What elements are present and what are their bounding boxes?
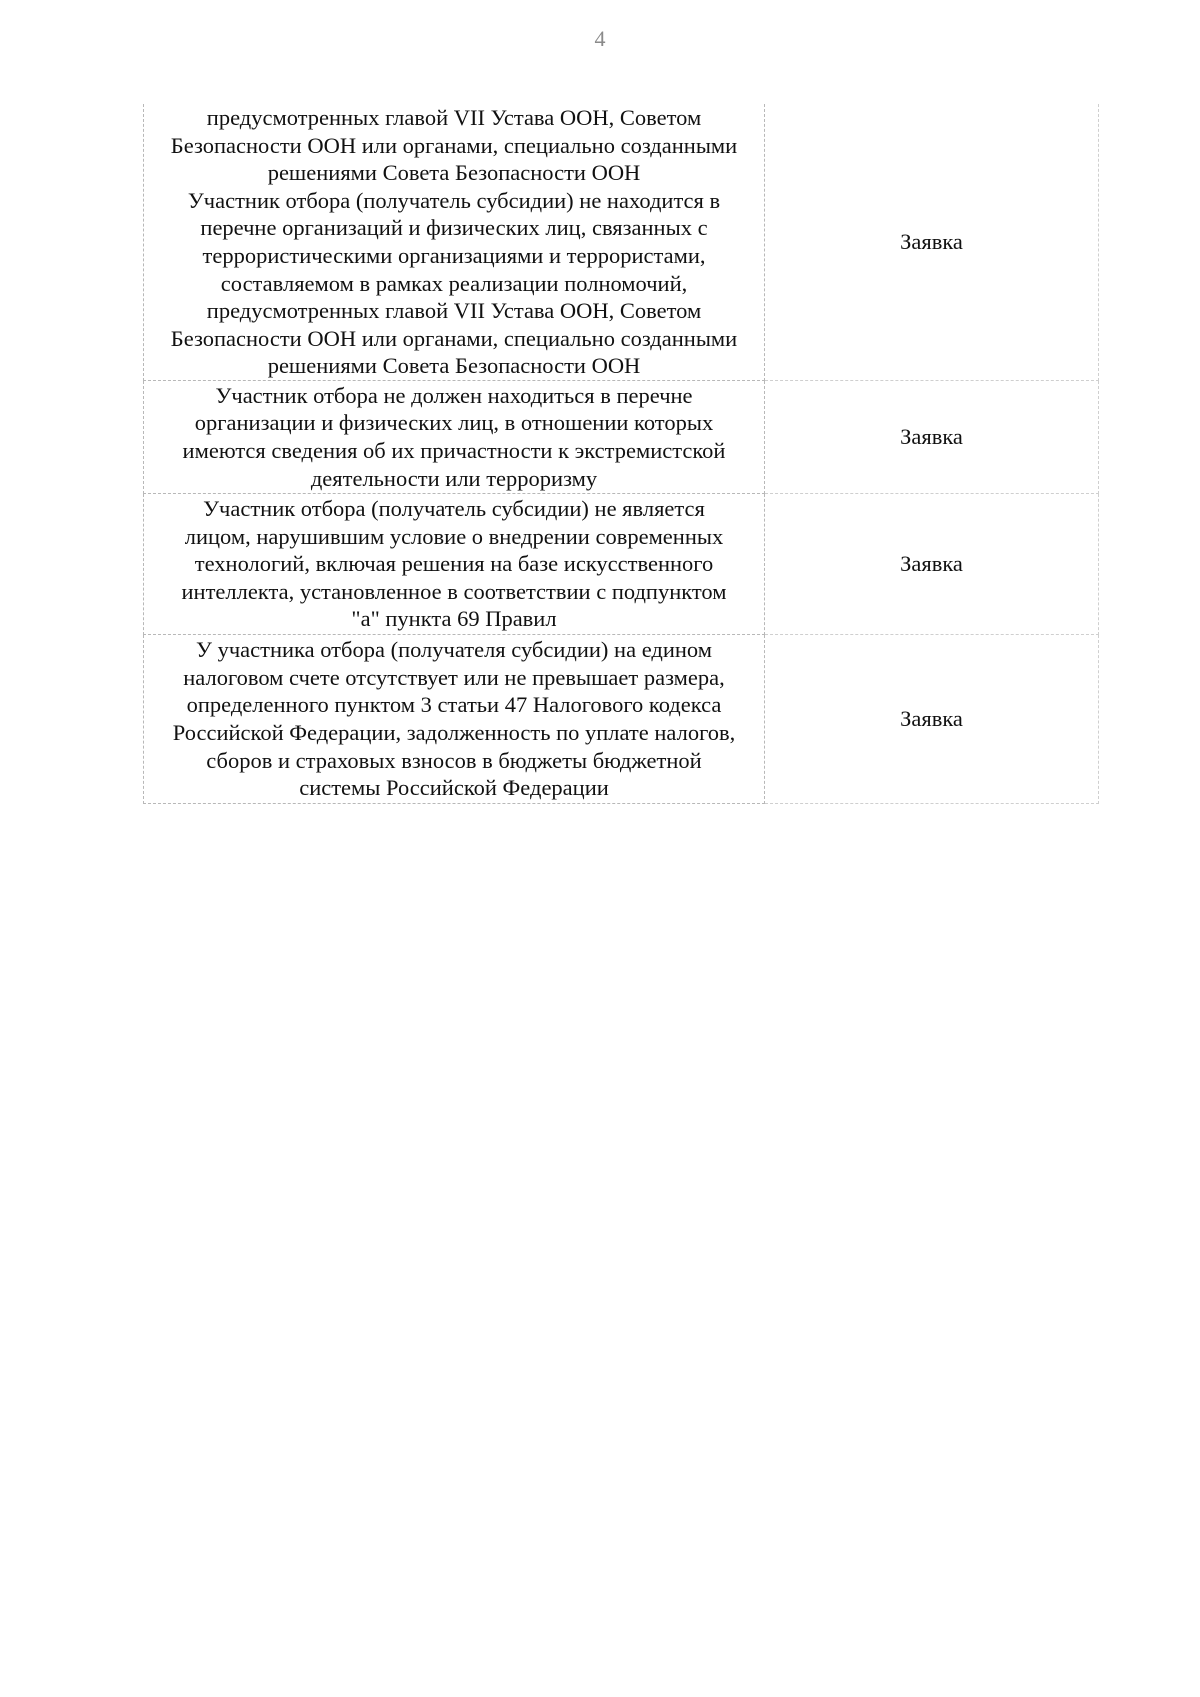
document-text: Заявка (900, 551, 963, 577)
table-row (144, 104, 1099, 381)
page-number: 4 (594, 26, 606, 51)
requirement-text: Участник отбора не должен находиться в перечне организации и физических лиц, в отношении которых имеются сведения об их причастности к экстремистской деятельности или терроризму (182, 382, 726, 491)
document-text: Заявка (900, 229, 963, 255)
requirements-table (143, 104, 1099, 804)
document-cell (765, 494, 1099, 635)
requirement-cell (144, 635, 765, 804)
table-row (144, 381, 1099, 494)
requirement-cell (144, 104, 765, 381)
table-row (144, 494, 1099, 635)
requirement-cell (144, 381, 765, 494)
document-cell (765, 104, 1099, 381)
requirement-text: Участник отбора (получатель субсидии) не является лицом, нарушившим условие о внедрении современных технологий, включая решения на базе искусственного интеллекта, установленное в соответствии с подпунктом "а" пункта 69 Правил (181, 496, 727, 632)
document-cell (765, 635, 1099, 804)
requirement-cell (144, 494, 765, 635)
document-text: Заявка (900, 706, 963, 732)
document-cell (765, 381, 1099, 494)
requirement-text: предусмотренных главой VII Устава ООН, Советом Безопасности ООН или органами, специально созданными решениями Совета Безопасности ООН Участник отбора (получатель субсидии) не находится в перечне организаций и физических лиц, связанных с террористическими организациями и террористами, составляемом в рамках реализации полномочий, предусмотренных главой VII Устава ООН, Советом Безопасности ООН или органами, специально созданными решениями Совета Безопасности ООН (170, 105, 738, 379)
document-text: Заявка (900, 424, 963, 450)
table-row (144, 635, 1099, 804)
requirement-text: У участника отбора (получателя субсидии) на едином налоговом счете отсутствует или не превышает размера, определенного пунктом 3 статьи 47 Налогового кодекса Российской Федерации, задолженность по уплате налогов, сборов и страховых взносов в бюджеты бюджетной системы Российской Федерации (172, 637, 736, 801)
